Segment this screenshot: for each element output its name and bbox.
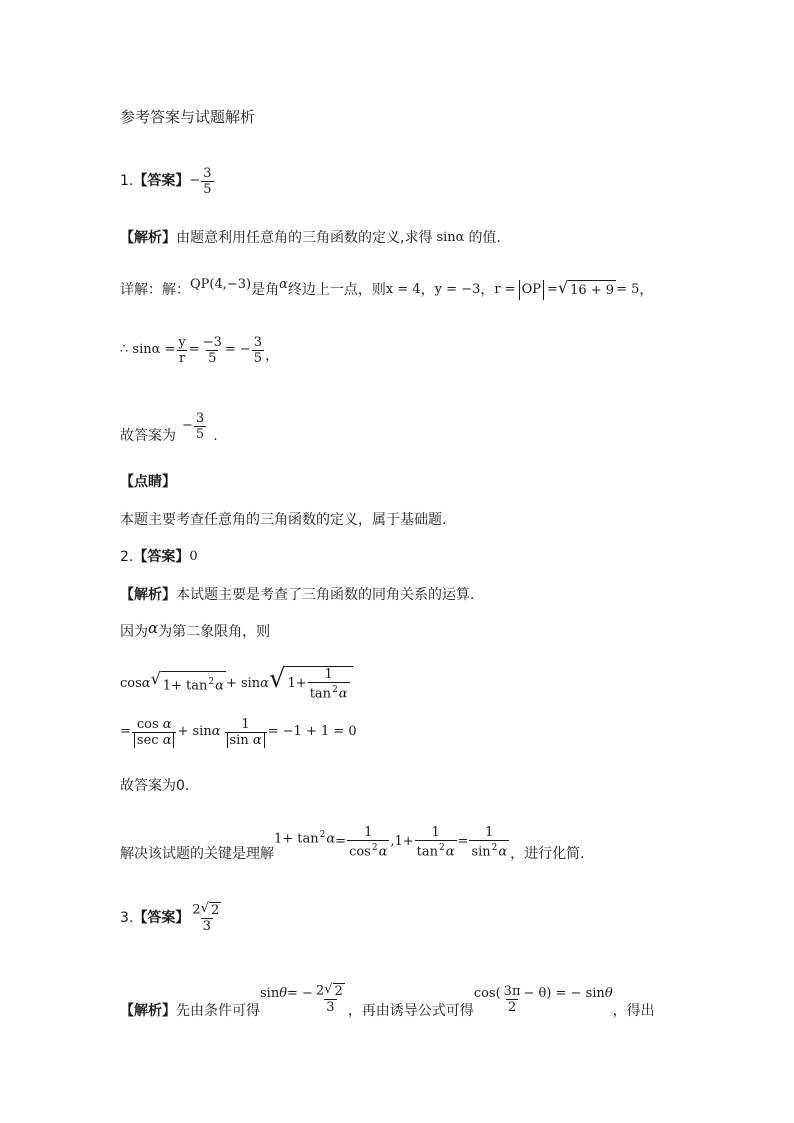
q1-label: 1. (120, 173, 134, 189)
q1-point-text: 本题主要考查任意角的三角函数的定义，属于基础题. (120, 512, 447, 528)
q2-equation-row1: cos α √ $1+ \tan^2\alpha$ + sin α √ 1+ $\frac{1}{\tan^2\alpha}$ (120, 662, 353, 706)
q1-point-tag: 【点睛】 (120, 474, 176, 490)
q1-detail-line: 详解：解： QP (4,−3) 是角 α 终边上一点，则 x = 4 ， y = −3 ， r = OP = √ 16 + 9 = 5 ， (120, 278, 653, 302)
q2-because-line: 因为 α 为第二象限角，则 (120, 619, 271, 640)
q1-answer-fraction: $\frac{3}{5}$ (203, 165, 212, 197)
sqrt-16-plus-9: √ 16 + 9 (558, 280, 616, 301)
q2-key-line: 解决该试题的关键是理解 $1+ \tan^2\alpha$ = $\frac{1}{\cos^2\alpha}$ ,1+ $\frac{1}{\tan^2\alpha}$ = $\frac{1}{\sin^2\alpha}$ ，进行化简. (120, 824, 585, 862)
q3-analysis-line: 【解析】 先由条件可得 sin θ = − 2 √ 2 3 ，再由诱导公式可得 cos( $\frac{3\pi}{2}$ − θ) = − sin θ ，得出 (120, 982, 655, 1019)
q1-so-answer-line: 故答案为 − $\frac{3}{5}$ . (120, 410, 218, 444)
q2-equation-row2: = $\frac{\text{cos α}}{\text{sec α}}$ + sin α $\frac{1}{\text{sin α}}$ = −1 + 1 = 0 (120, 716, 357, 748)
q1-answer-tag: 【答案】 (133, 173, 190, 189)
q2-answer-line: 2. 【答案】 0 (120, 549, 198, 565)
q1-analysis-line: 【解析】 由题意利用任意角的三角函数的定义,求得 sinα 的值. (120, 230, 501, 246)
q2-so-answer-line: 故答案为0. (120, 778, 190, 794)
q3-answer-line: 3. 【答案】 2 √ 2 3 (120, 901, 220, 934)
q1-answer-line (120, 164, 215, 198)
q1-answer-minus: − (189, 173, 201, 188)
q1-therefore-line: ∴ sinα = $\frac{y}{r}$ = $\frac{-3}{5}$ = − $\frac{3}{5}$ ， (120, 334, 280, 366)
section-heading: 参考答案与试题解析 (120, 108, 256, 126)
q2-analysis-line: 【解析】 本试题主要是考查了三角函数的同角关系的运算. (120, 587, 475, 603)
